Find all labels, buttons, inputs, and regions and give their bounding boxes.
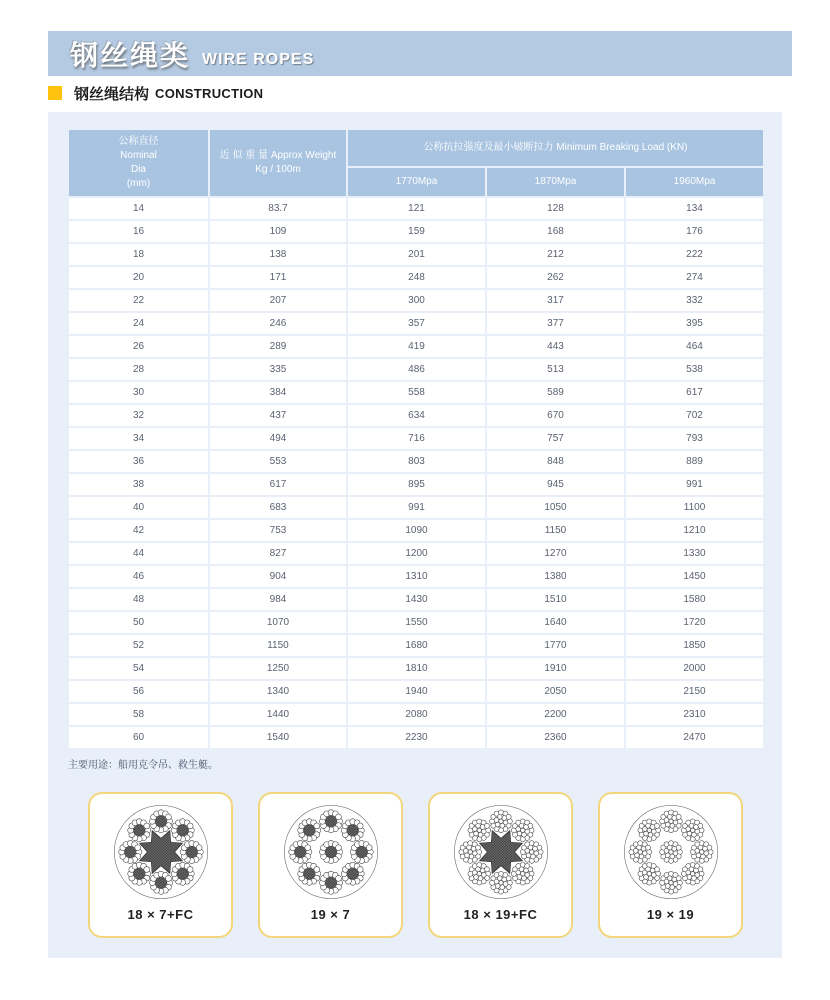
cell: 945	[487, 474, 624, 495]
cell: 1270	[487, 543, 624, 564]
cell: 60	[69, 727, 208, 748]
header-line: Kg / 100m	[255, 164, 301, 175]
cell: 40	[69, 497, 208, 518]
cell: 1810	[348, 658, 485, 679]
cell: 1380	[487, 566, 624, 587]
cell: 617	[626, 382, 763, 403]
table-row	[69, 658, 763, 679]
cell: 1330	[626, 543, 763, 564]
cell: 2150	[626, 681, 763, 702]
cell: 1440	[210, 704, 346, 725]
header-nominal-dia	[69, 130, 208, 196]
cell: 1510	[487, 589, 624, 610]
cell: 1770	[487, 635, 624, 656]
cell: 384	[210, 382, 346, 403]
header-line: (mm)	[126, 178, 151, 189]
table-row	[69, 405, 763, 426]
cell: 138	[210, 244, 346, 265]
cell: 1310	[348, 566, 485, 587]
cell: 1250	[210, 658, 346, 679]
cell: 494	[210, 428, 346, 449]
cell: 1640	[487, 612, 624, 633]
content-panel	[48, 112, 782, 958]
cell: 2050	[487, 681, 624, 702]
cell: 121	[348, 198, 485, 219]
cell: 1210	[626, 520, 763, 541]
cell: 38	[69, 474, 208, 495]
cell: 716	[348, 428, 485, 449]
cell: 1940	[348, 681, 485, 702]
cell: 1200	[348, 543, 485, 564]
cell: 2080	[348, 704, 485, 725]
cell: 58	[69, 704, 208, 725]
cell: 159	[348, 221, 485, 242]
cell: 538	[626, 359, 763, 380]
cell: 109	[210, 221, 346, 242]
cell: 44	[69, 543, 208, 564]
rope-cross-section-drawing	[108, 799, 214, 905]
table-row	[69, 681, 763, 702]
rope-construction-label: 18 × 19+FC	[463, 907, 538, 922]
cell: 1680	[348, 635, 485, 656]
rope-construction-card	[258, 792, 403, 938]
section-title-english: CONSTRUCTION	[155, 85, 264, 101]
cell: 1580	[626, 589, 763, 610]
cell: 212	[487, 244, 624, 265]
header-grade-1960: 1960Mpa	[626, 168, 763, 196]
header-line: Nominal	[120, 150, 157, 161]
page-title-banner	[48, 31, 792, 76]
cell: 24	[69, 313, 208, 334]
cell: 1910	[487, 658, 624, 679]
cell: 56	[69, 681, 208, 702]
cell: 248	[348, 267, 485, 288]
section-heading	[48, 85, 263, 101]
table-row	[69, 497, 763, 518]
cell: 262	[487, 267, 624, 288]
cell: 702	[626, 405, 763, 426]
cell: 617	[210, 474, 346, 495]
cell: 2470	[626, 727, 763, 748]
header-grade-1870: 1870Mpa	[487, 168, 624, 196]
cell: 16	[69, 221, 208, 242]
cell: 2310	[626, 704, 763, 725]
cell: 848	[487, 451, 624, 472]
cell: 168	[487, 221, 624, 242]
cell: 22	[69, 290, 208, 311]
table-row	[69, 382, 763, 403]
cell: 753	[210, 520, 346, 541]
cell: 1090	[348, 520, 485, 541]
table-row	[69, 221, 763, 242]
cell: 317	[487, 290, 624, 311]
cell: 991	[348, 497, 485, 518]
header-breaking-load: 公称抗拉强度及最小破断拉力 Minimum Breaking Load (KN)	[348, 130, 763, 166]
cell: 300	[348, 290, 485, 311]
cell: 443	[487, 336, 624, 357]
rope-construction-card	[598, 792, 743, 938]
cell: 36	[69, 451, 208, 472]
cell: 793	[626, 428, 763, 449]
rope-construction-label: 19 × 7	[310, 907, 351, 922]
cell: 1540	[210, 727, 346, 748]
table-row	[69, 543, 763, 564]
cell: 464	[626, 336, 763, 357]
table-row	[69, 727, 763, 748]
cell: 984	[210, 589, 346, 610]
page-title-chinese: 钢丝绳类	[70, 39, 191, 71]
cell: 54	[69, 658, 208, 679]
cell: 803	[348, 451, 485, 472]
table-row	[69, 566, 763, 587]
cell: 52	[69, 635, 208, 656]
cell: 28	[69, 359, 208, 380]
cell: 1430	[348, 589, 485, 610]
table-row	[69, 589, 763, 610]
section-title-chinese: 钢丝绳结构	[74, 85, 150, 103]
cell: 83.7	[210, 198, 346, 219]
cell: 513	[487, 359, 624, 380]
cell: 1340	[210, 681, 346, 702]
cell: 48	[69, 589, 208, 610]
cell: 558	[348, 382, 485, 403]
yellow-bullet-icon	[48, 86, 62, 100]
cell: 332	[626, 290, 763, 311]
cell: 991	[626, 474, 763, 495]
cell: 757	[487, 428, 624, 449]
cell: 134	[626, 198, 763, 219]
cell: 14	[69, 198, 208, 219]
rope-construction-cards	[88, 792, 743, 938]
header-approx-weight	[210, 130, 346, 196]
wire-rope-spec-table	[67, 128, 765, 750]
table-row	[69, 428, 763, 449]
header-line: 近 似 重 量 Approx Weight	[219, 150, 337, 161]
table-row	[69, 612, 763, 633]
table-row	[69, 520, 763, 541]
rope-cross-section-drawing	[618, 799, 724, 905]
header-line: Dia	[130, 164, 146, 175]
cell: 827	[210, 543, 346, 564]
cell: 419	[348, 336, 485, 357]
cell: 1150	[210, 635, 346, 656]
cell: 1720	[626, 612, 763, 633]
table-row	[69, 313, 763, 334]
table-row	[69, 336, 763, 357]
cell: 1050	[487, 497, 624, 518]
cell: 486	[348, 359, 485, 380]
cell: 34	[69, 428, 208, 449]
table-row	[69, 359, 763, 380]
cell: 1850	[626, 635, 763, 656]
cell: 46	[69, 566, 208, 587]
rope-cross-section-drawing	[448, 799, 554, 905]
cell: 128	[487, 198, 624, 219]
cell: 335	[210, 359, 346, 380]
cell: 1100	[626, 497, 763, 518]
cell: 589	[487, 382, 624, 403]
cell: 2360	[487, 727, 624, 748]
cell: 1070	[210, 612, 346, 633]
cell: 2000	[626, 658, 763, 679]
table-row	[69, 290, 763, 311]
header-line: 公称直径	[118, 136, 159, 147]
cell: 201	[348, 244, 485, 265]
cell: 1450	[626, 566, 763, 587]
cell: 670	[487, 405, 624, 426]
cell: 171	[210, 267, 346, 288]
cell: 18	[69, 244, 208, 265]
table-row	[69, 244, 763, 265]
rope-construction-card	[88, 792, 233, 938]
cell: 357	[348, 313, 485, 334]
cell: 889	[626, 451, 763, 472]
cell: 377	[487, 313, 624, 334]
cell: 634	[348, 405, 485, 426]
cell: 1550	[348, 612, 485, 633]
cell: 904	[210, 566, 346, 587]
table-row	[69, 267, 763, 288]
cell: 1150	[487, 520, 624, 541]
cell: 42	[69, 520, 208, 541]
cell: 32	[69, 405, 208, 426]
cell: 30	[69, 382, 208, 403]
table-row	[69, 474, 763, 495]
table-row	[69, 704, 763, 725]
cell: 683	[210, 497, 346, 518]
rope-cross-section-drawing	[278, 799, 384, 905]
table-header	[69, 130, 763, 196]
cell: 176	[626, 221, 763, 242]
header-grade-1770: 1770Mpa	[348, 168, 485, 196]
rope-construction-card	[428, 792, 573, 938]
cell: 289	[210, 336, 346, 357]
cell: 2200	[487, 704, 624, 725]
cell: 26	[69, 336, 208, 357]
cell: 553	[210, 451, 346, 472]
cell: 395	[626, 313, 763, 334]
rope-construction-label: 19 × 19	[646, 907, 695, 922]
usage-note: 主要用途：船用克令吊、救生艇。	[68, 760, 218, 771]
rope-construction-label: 18 × 7+FC	[127, 907, 194, 922]
cell: 207	[210, 290, 346, 311]
cell: 895	[348, 474, 485, 495]
cell: 2230	[348, 727, 485, 748]
table-row	[69, 635, 763, 656]
cell: 222	[626, 244, 763, 265]
cell: 20	[69, 267, 208, 288]
cell: 246	[210, 313, 346, 334]
page-title-english: WIRE ROPES	[202, 50, 315, 68]
cell: 437	[210, 405, 346, 426]
table-row	[69, 451, 763, 472]
table-body	[69, 198, 763, 748]
cell: 50	[69, 612, 208, 633]
cell: 274	[626, 267, 763, 288]
table-row	[69, 198, 763, 219]
